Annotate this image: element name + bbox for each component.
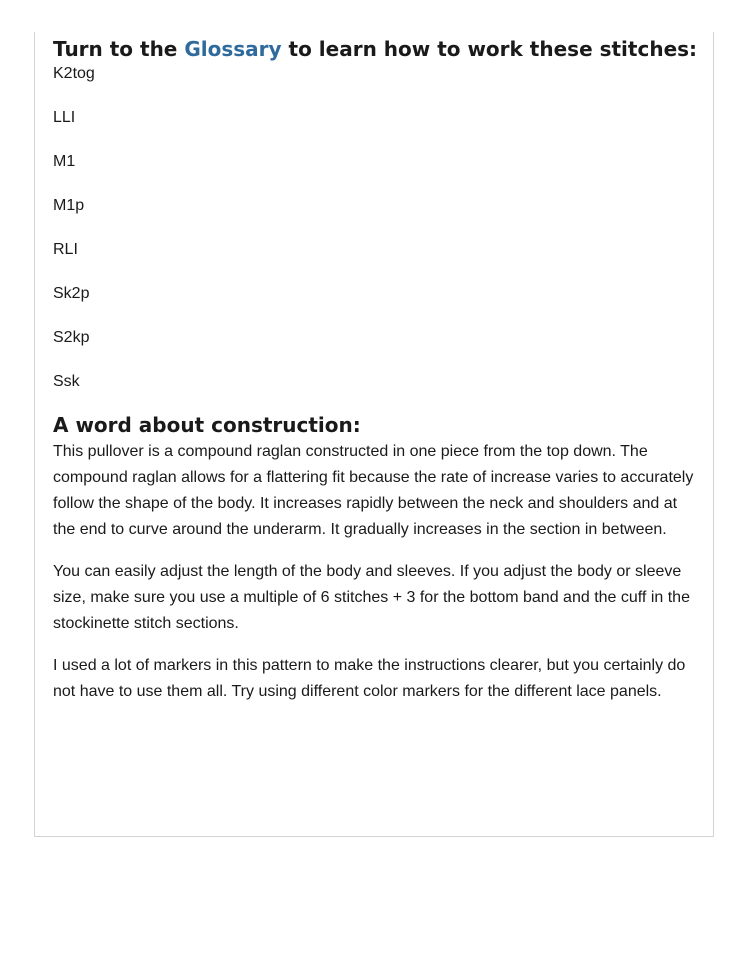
stitch-item: S2kp	[53, 329, 90, 346]
stitch-item: RLI	[53, 241, 78, 258]
stitch-item: K2tog	[53, 65, 95, 82]
glossary-link[interactable]: Glossary	[184, 37, 282, 61]
construction-paragraph: I used a lot of markers in this pattern to make the instructions clearer, but you certainly do not have to use them all. Try using different color markers for the different lace panels.	[53, 657, 686, 700]
stitch-list	[53, 63, 703, 393]
stitch-item: Sk2p	[53, 285, 90, 302]
construction-paragraph: This pullover is a compound raglan constructed in one piece from the top down. The compound raglan allows for a flattering fit because the rate of increase varies to accurately follow the shape of the body. It increases rapidly between the neck and shoulders and at the end to curve around the underarm. It gradually increases in the section in between.	[53, 443, 694, 538]
construction-paragraph: You can easily adjust the length of the body and sleeves. If you adjust the body or sleeve size, make sure you use a multiple of 6 stitches + 3 for the bottom band and the cuff in the stockinette stitch sections.	[53, 563, 690, 632]
stitch-item: M1	[53, 153, 76, 170]
stitch-item: Ssk	[53, 373, 80, 390]
stitch-item: LLI	[53, 109, 76, 126]
glossary-heading	[53, 35, 703, 63]
construction-heading: A word about construction:	[53, 413, 361, 437]
stitch-item: M1p	[53, 197, 85, 214]
glossary-heading-prefix: Turn to the	[53, 37, 185, 61]
glossary-heading-suffix: to learn how to work these stitches:	[281, 37, 698, 61]
content-body	[53, 35, 703, 721]
content-panel	[34, 32, 714, 837]
